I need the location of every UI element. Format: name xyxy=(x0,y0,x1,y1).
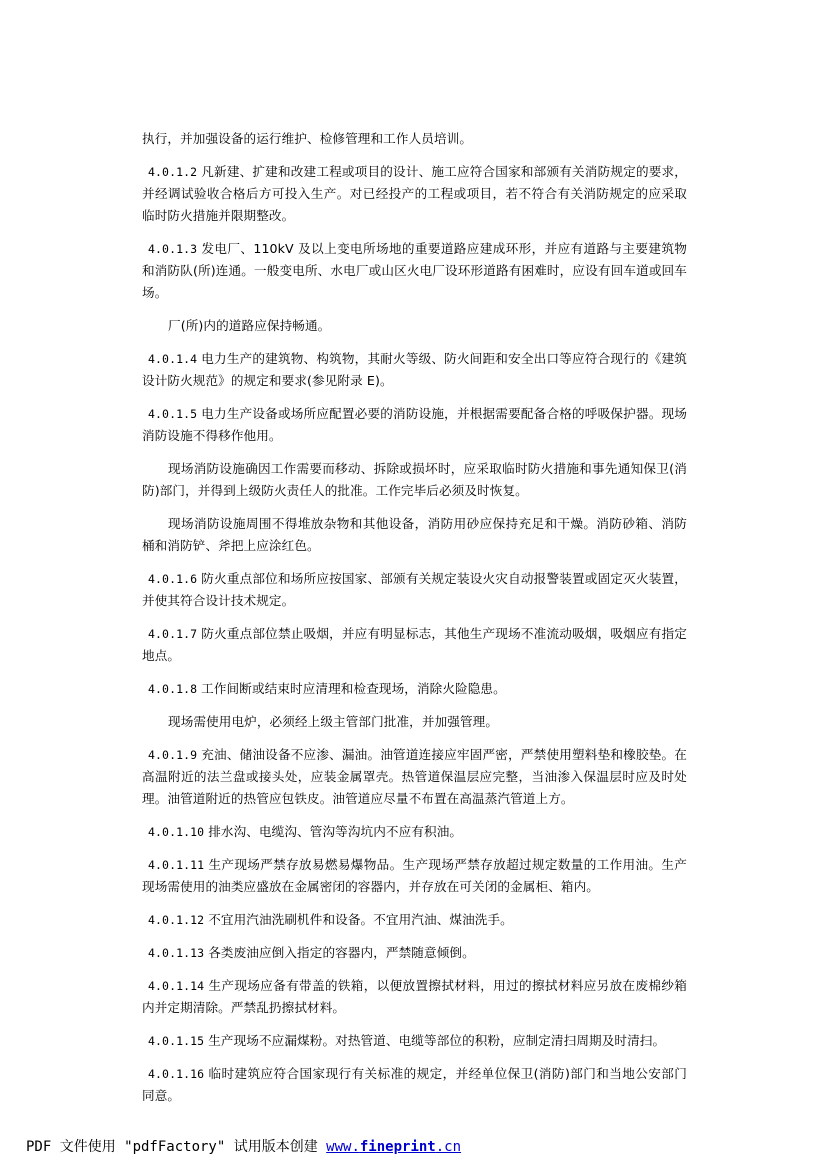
clause-number: 4.0.1.4 xyxy=(148,352,198,366)
clause-paragraph xyxy=(142,909,687,931)
body-paragraph xyxy=(142,315,687,337)
clause-number: 4.0.1.8 xyxy=(148,682,198,696)
clause-paragraph xyxy=(142,975,687,1019)
paragraph-text: 不宜用汽油洗刷机件和设备。不宜用汽油、煤油洗手。 xyxy=(208,912,513,927)
clause-number: 4.0.1.12 xyxy=(148,913,205,927)
clause-number: 4.0.1.3 xyxy=(148,242,198,256)
clause-paragraph xyxy=(142,821,687,843)
clause-number: 4.0.1.2 xyxy=(148,165,198,179)
clause-number: 4.0.1.11 xyxy=(148,858,205,872)
paragraph-text: 现场消防设施确因工作需要而移动、拆除或损坏时，应采取临时防火措施和事先通知保卫(消防)部门，并得到上级防火责任人的批准。工作完毕后必须及时恢复。 xyxy=(142,461,687,498)
link-post: .cn xyxy=(435,1139,462,1155)
paragraph-text: 排水沟、电缆沟、管沟等沟坑内不应有积油。 xyxy=(208,824,463,839)
clause-number: 4.0.1.10 xyxy=(148,825,205,839)
paragraph-text: 电力生产的建筑物、构筑物，其耐火等级、防火间距和安全出口等应符合现行的《建筑设计防火规范》的规定和要求(参见附录 E)。 xyxy=(142,351,687,388)
paragraph-text: 临时建筑应符合国家现行有关标准的规定，并经单位保卫(消防)部门和当地公安部门同意。 xyxy=(142,1066,687,1103)
paragraph-text: 生产现场应备有带盖的铁箱，以便放置擦拭材料，用过的擦拭材料应另放在废棉纱箱内并定期清除。严禁乱扔擦拭材料。 xyxy=(142,978,687,1015)
clause-paragraph xyxy=(142,403,687,447)
paragraph-text: 工作间断或结束时应清理和检查现场，消除火险隐患。 xyxy=(201,681,506,696)
body-paragraph xyxy=(142,513,687,557)
paragraph-text: 各类废油应倒入指定的容器内，严禁随意倾倒。 xyxy=(208,945,475,960)
paragraph-text: 现场需使用电炉，必须经上级主管部门批准，并加强管理。 xyxy=(168,714,499,729)
clause-paragraph xyxy=(142,744,687,810)
clause-number: 4.0.1.13 xyxy=(148,946,205,960)
paragraph-text: 执行，并加强设备的运行维护、检修管理和工作人员培训。 xyxy=(142,131,473,146)
paragraph-text: 充油、储油设备不应渗、漏油。油管道连接应牢固严密，严禁使用塑料垫和橡胶垫。在高温附近的法兰盘或接头处，应装金属罩壳。热管道保温层应完整，当油渗入保温层时应及时处理。油管道附近的热管应包铁皮。油管道应尽量不布置在高温蒸汽管道上方。 xyxy=(142,747,687,806)
clause-number: 4.0.1.16 xyxy=(148,1067,205,1081)
paragraph-text: 防火重点部位禁止吸烟，并应有明显标志，其他生产现场不准流动吸烟，吸烟应有指定地点。 xyxy=(142,626,687,663)
paragraph-text: 防火重点部位和场所应按国家、部颁有关规定装设火灾自动报警装置或固定灭火装置，并使其符合设计技术规定。 xyxy=(142,571,687,608)
clause-paragraph xyxy=(142,942,687,964)
link-pre: www. xyxy=(326,1139,360,1155)
paragraph-text: 电力生产设备或场所应配置必要的消防设施，并根据需要配备合格的呼吸保护器。现场消防设施不得移作他用。 xyxy=(142,406,687,443)
body-paragraph xyxy=(142,458,687,502)
clause-number: 4.0.1.6 xyxy=(148,572,198,586)
footer-prefix: PDF 文件使用 "pdfFactory" 试用版本创建 xyxy=(26,1139,327,1155)
paragraph-text: 凡新建、扩建和改建工程或项目的设计、施工应符合国家和部颁有关消防规定的要求，并经调试验收合格后方可投入生产。对已经投产的工程或项目，若不符合有关消防规定的应采取临时防火措施并限期整改。 xyxy=(142,164,687,223)
body-paragraph xyxy=(142,128,687,150)
clause-paragraph xyxy=(142,161,687,227)
paragraph-text: 现场消防设施周围不得堆放杂物和其他设备，消防用砂应保持充足和干燥。消防砂箱、消防桶和消防铲、斧把上应涂红色。 xyxy=(142,516,687,553)
paragraph-text: 生产现场严禁存放易燃易爆物品。生产现场严禁存放超过规定数量的工作用油。生产现场需使用的油类应盛放在金属密闭的容器内，并存放在可关闭的金属柜、箱内。 xyxy=(142,857,687,894)
clause-paragraph xyxy=(142,1063,687,1107)
clause-paragraph xyxy=(142,678,687,700)
document-body xyxy=(142,128,687,1118)
clause-paragraph xyxy=(142,348,687,392)
clause-number: 4.0.1.5 xyxy=(148,407,198,421)
paragraph-text: 生产现场不应漏煤粉。对热管道、电缆等部位的积粉，应制定清扫周期及时清扫。 xyxy=(208,1033,666,1048)
clause-number: 4.0.1.14 xyxy=(148,979,205,993)
clause-paragraph xyxy=(142,623,687,667)
clause-paragraph xyxy=(142,238,687,304)
clause-paragraph xyxy=(142,1030,687,1052)
paragraph-text: 发电厂、110kV 及以上变电所场地的重要道路应建成环形，并应有道路与主要建筑物和消防队(所)连通。一般变电所、水电厂或山区火电厂设环形道路有困难时，应设有回车道或回车场。 xyxy=(142,241,687,300)
clause-number: 4.0.1.9 xyxy=(148,748,198,762)
body-paragraph xyxy=(142,711,687,733)
clause-paragraph xyxy=(142,854,687,898)
clause-number: 4.0.1.15 xyxy=(148,1034,205,1048)
clause-paragraph xyxy=(142,568,687,612)
pdf-watermark-footer xyxy=(26,1137,461,1157)
link-bold: fineprint xyxy=(359,1139,436,1155)
paragraph-text: 厂(所)内的道路应保持畅通。 xyxy=(168,318,331,333)
fineprint-link[interactable] xyxy=(326,1139,461,1155)
clause-number: 4.0.1.7 xyxy=(148,627,198,641)
